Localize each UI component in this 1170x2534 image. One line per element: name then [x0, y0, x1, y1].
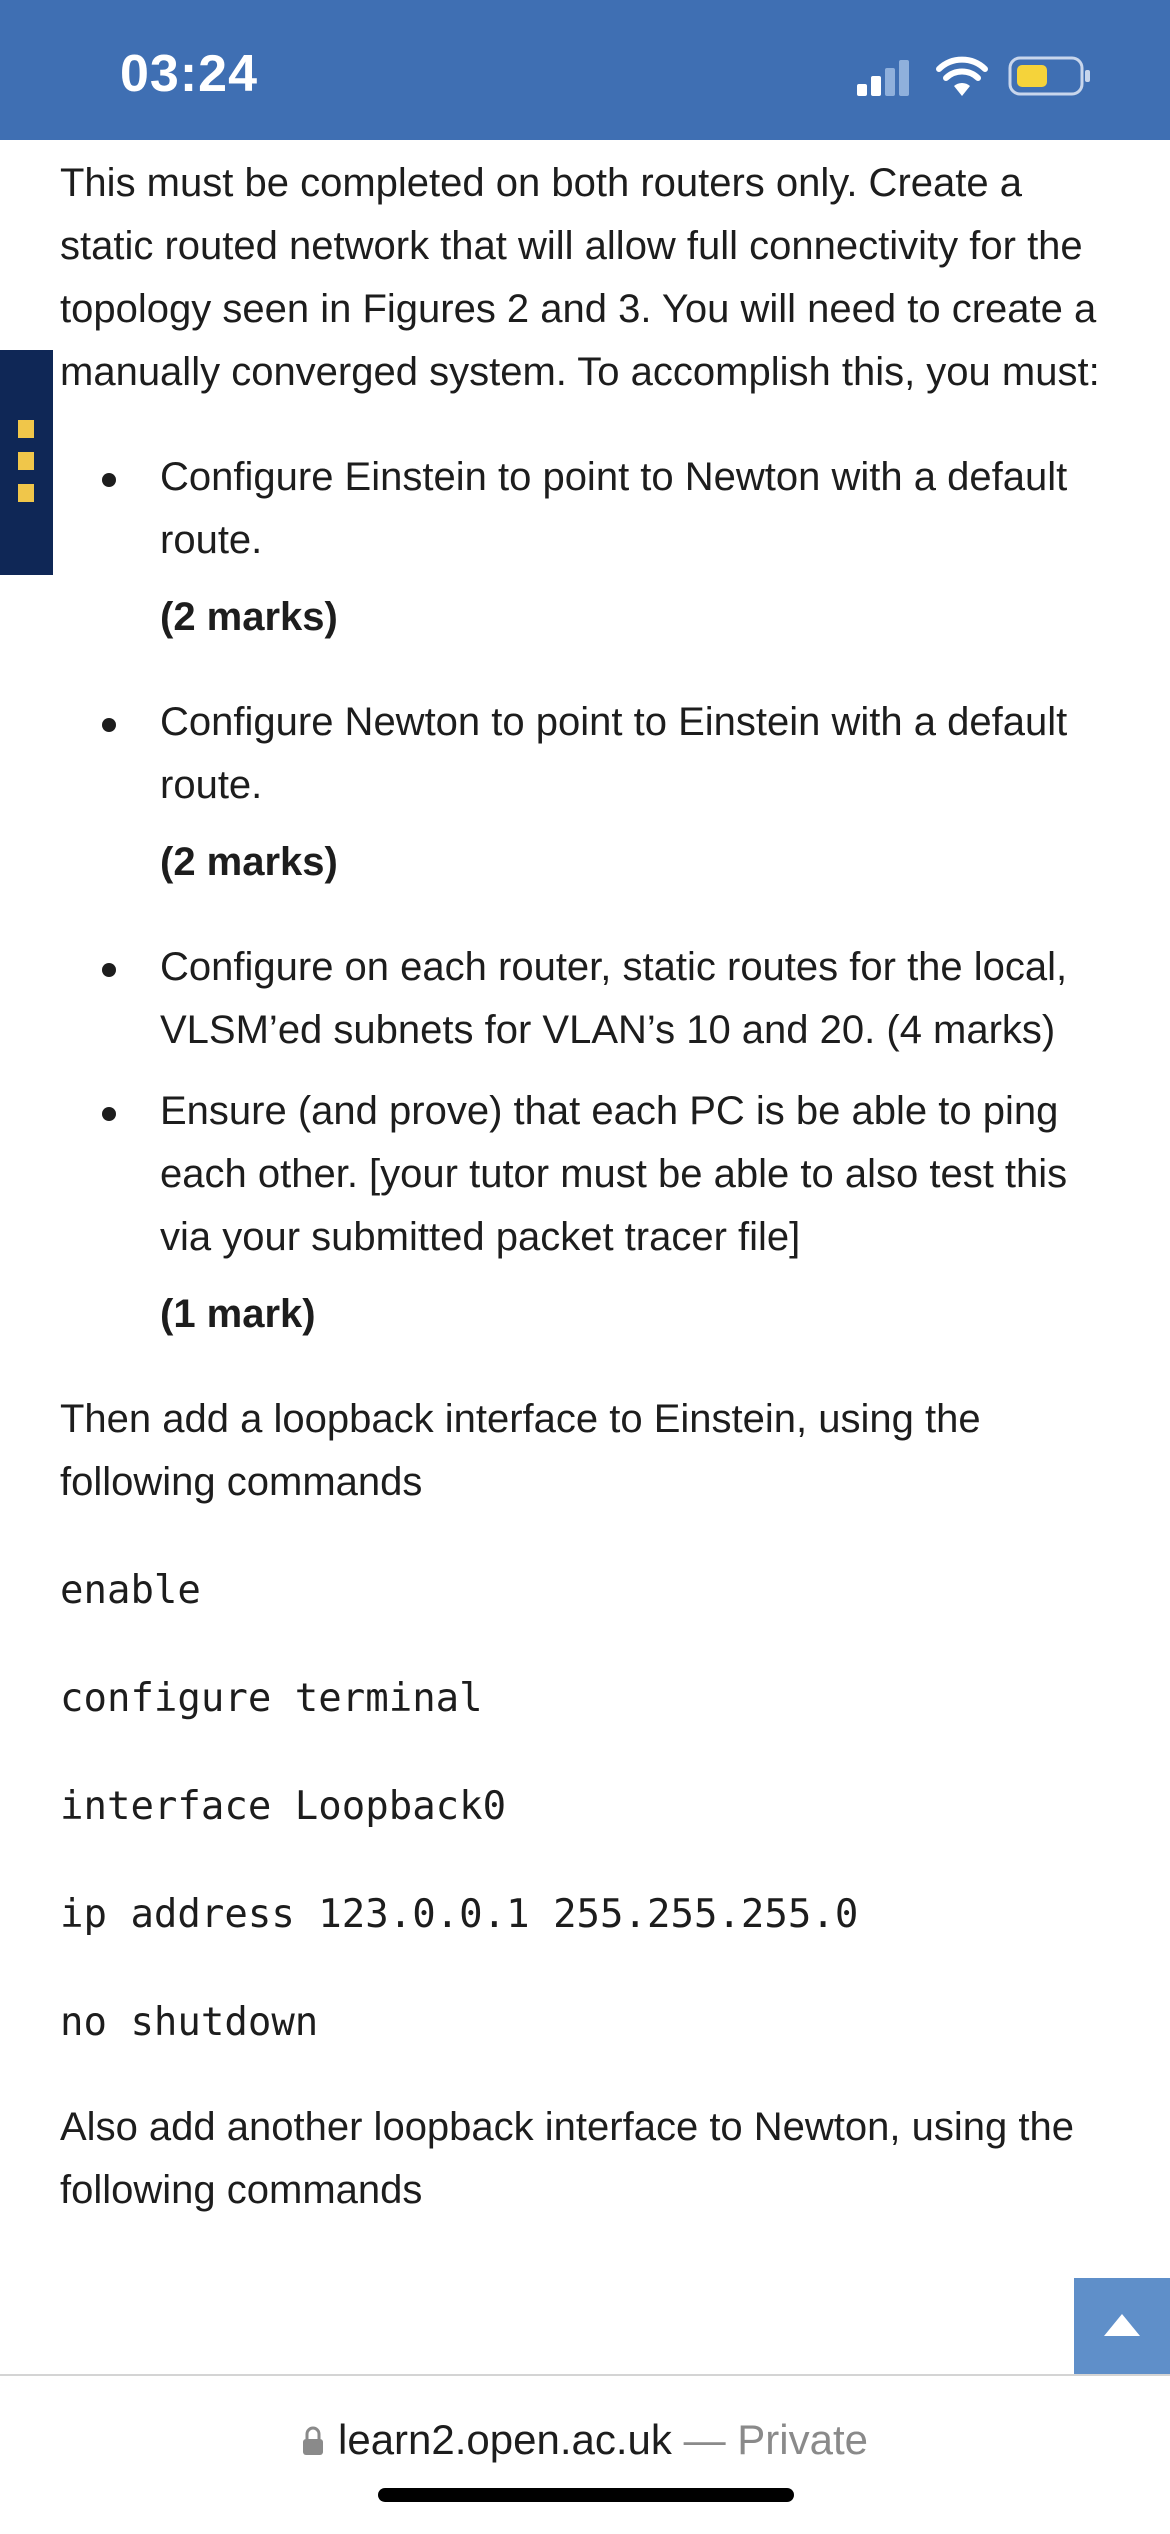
list-item — [60, 1080, 1120, 1346]
list-item — [60, 446, 1120, 649]
list-item-text: Configure Einstein to point to Newton with a default route. — [160, 455, 1068, 562]
status-bar — [0, 0, 1170, 140]
command-line: no shutdown — [60, 2000, 319, 2045]
list-item-text: Configure on each router, static routes for the local, VLSM’ed subnets for VLAN’s 10 and 20. (4 marks) — [160, 945, 1068, 1052]
command-line: configure terminal — [60, 1676, 483, 1721]
loopback-intro-2: Also add another loopback interface to Newton, using the following commands — [60, 2105, 1074, 2212]
bullet-icon — [102, 1107, 116, 1121]
cellular-signal-icon — [855, 58, 915, 98]
side-menu-tab[interactable] — [0, 350, 53, 575]
list-item — [60, 691, 1120, 894]
task-list — [60, 446, 1120, 1346]
bullet-icon — [102, 473, 116, 487]
address-text[interactable] — [0, 2412, 1170, 2468]
home-indicator[interactable] — [378, 2488, 794, 2502]
list-item-text: Ensure (and prove) that each PC is be able to ping each other. [your tutor must be able to also test this via your submitted packet tracer file] — [160, 1089, 1068, 1259]
wifi-icon — [936, 54, 988, 98]
bullet-icon — [102, 718, 116, 732]
side-tab-dot — [18, 484, 34, 502]
page-content — [60, 140, 1120, 2222]
command-line: ip address 123.0.0.1 255.255.255.0 — [60, 1892, 859, 1937]
privacy-label: — Private — [683, 2416, 868, 2463]
marks-label: (2 marks) — [160, 595, 338, 639]
loopback-intro: Then add a loopback interface to Einstein, using the following commands — [60, 1397, 981, 1504]
command-line: interface Loopback0 — [60, 1784, 507, 1829]
side-tab-dot — [18, 420, 34, 438]
scroll-to-top-button[interactable] — [1074, 2278, 1170, 2374]
browser-address-bar[interactable] — [0, 2374, 1170, 2534]
list-item — [60, 936, 1120, 1062]
intro-paragraph: This must be completed on both routers only. Create a static routed network that will allow full connectivity for the topology seen in Figures 2 and 3. You will need to create a manually converged system. To accomplish this, you must: — [60, 161, 1100, 394]
marks-label: (1 mark) — [160, 1292, 316, 1336]
command-line: enable — [60, 1568, 201, 1613]
chevron-up-icon — [1102, 2312, 1142, 2338]
address-domain: learn2.open.ac.uk — [338, 2416, 672, 2463]
battery-icon — [1008, 56, 1092, 96]
status-time: 03:24 — [120, 45, 258, 103]
marks-label: (2 marks) — [160, 840, 338, 884]
side-tab-dot — [18, 452, 34, 470]
bullet-icon — [102, 963, 116, 977]
lock-icon — [302, 2426, 324, 2456]
list-item-text: Configure Newton to point to Einstein with a default route. — [160, 700, 1068, 807]
